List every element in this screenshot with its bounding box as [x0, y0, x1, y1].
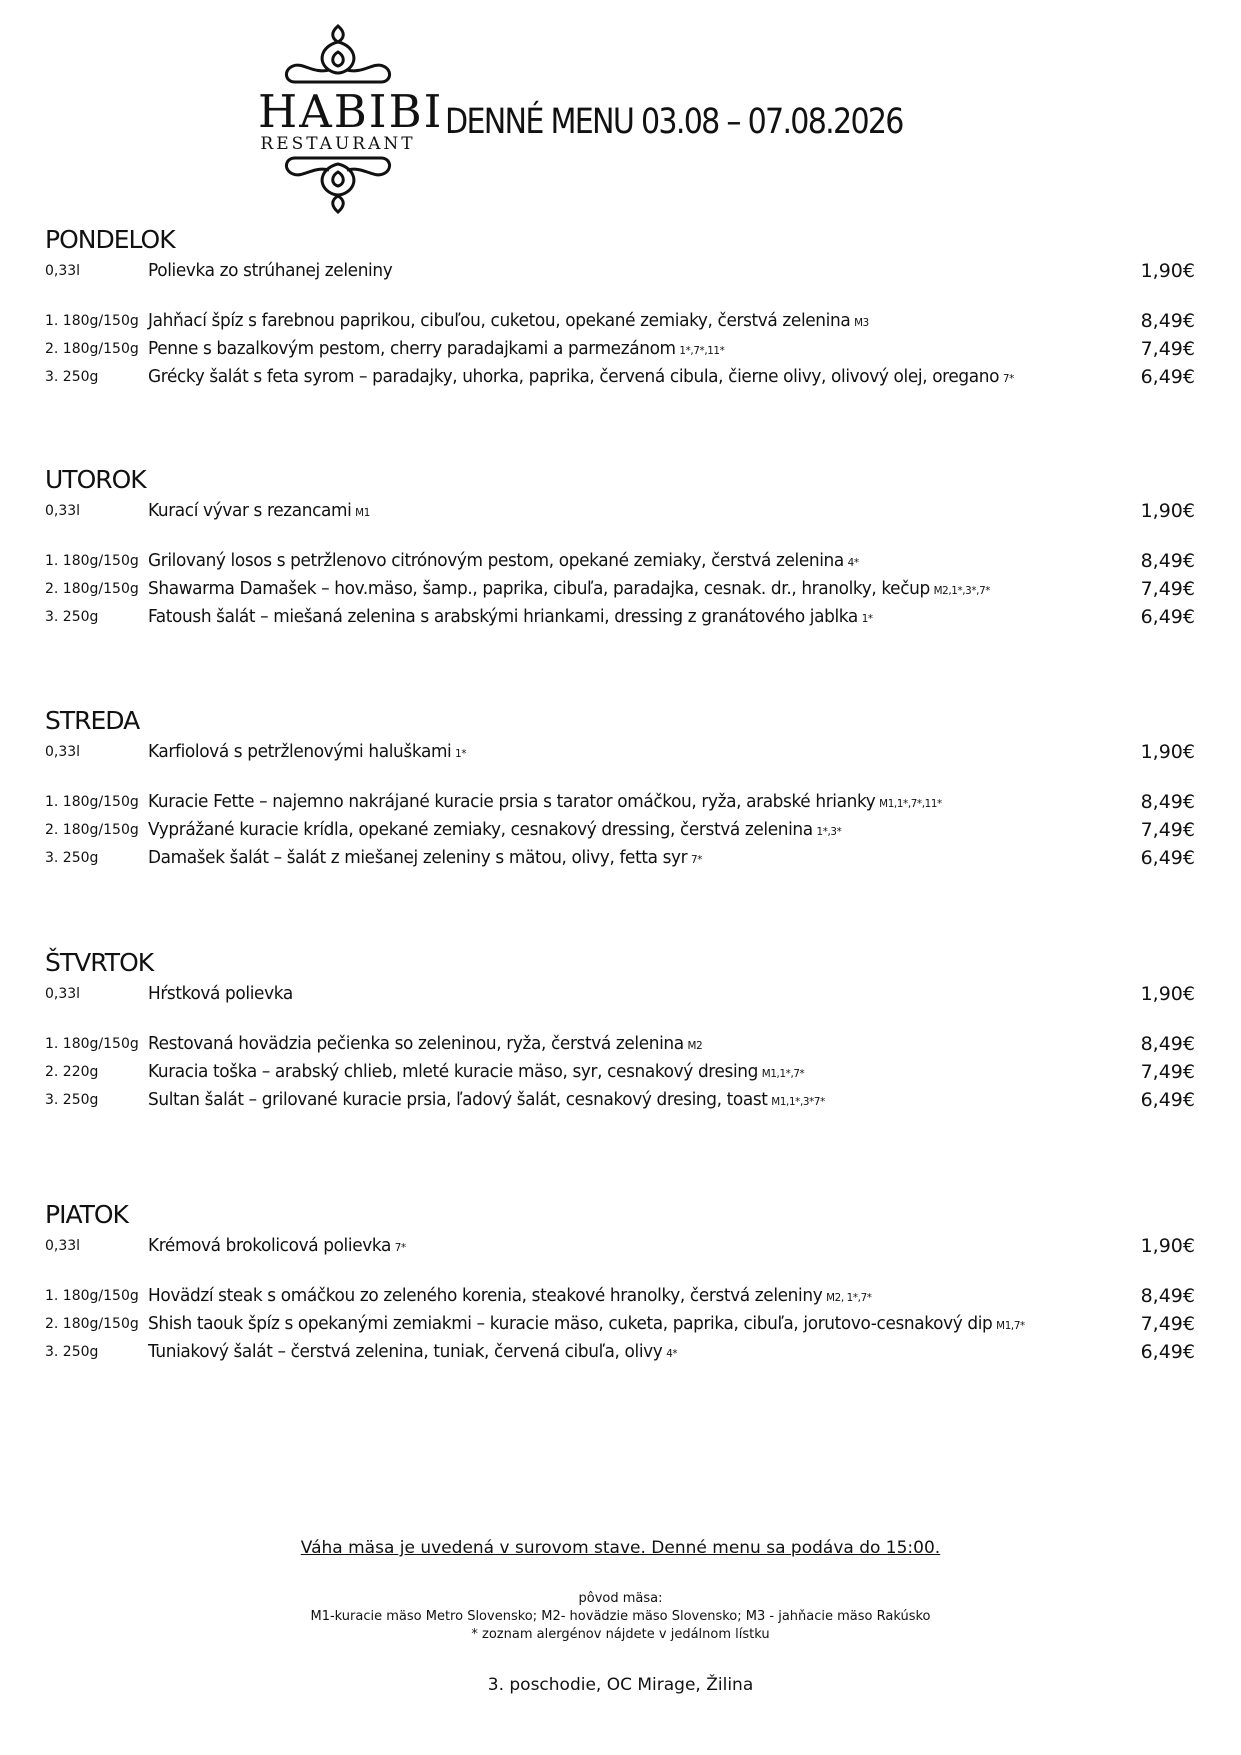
item-allergens: M2, 1*,7*	[826, 1291, 872, 1304]
item-name-wrap	[148, 575, 990, 605]
item-allergens: 7*	[394, 1241, 406, 1254]
meal-row	[45, 603, 1195, 631]
logo-subtitle: RESTAURANT	[260, 134, 416, 154]
item-allergens: M2	[687, 1039, 703, 1052]
origin-title: pôvod mäsa:	[578, 1591, 663, 1606]
item-name: Kurací vývar s rezancami	[148, 500, 352, 521]
item-size: 0,33l	[45, 986, 81, 1002]
soup-row	[45, 257, 1195, 285]
meal-row	[45, 788, 1195, 816]
item-name-wrap	[148, 335, 724, 365]
item-size: 3. 250g	[45, 1092, 99, 1108]
item-size: 0,33l	[45, 263, 81, 279]
origin-text: M1-kuracie mäso Metro Slovensko; M2- hovädzie mäso Slovensko; M3 - jahňacie mäso Rakúsko	[310, 1609, 931, 1624]
day-heading: PIATOK	[45, 1200, 128, 1229]
item-allergens: 1*,7*,11*	[679, 344, 725, 357]
item-allergens: 4*	[847, 556, 859, 569]
item-name: Grilovaný losos s petržlenovo citrónovým pestom, opekané zemiaky, čerstvá zelenina	[148, 550, 844, 571]
item-name-wrap	[148, 1086, 825, 1116]
item-size: 3. 250g	[45, 850, 99, 866]
meal-row	[45, 844, 1195, 872]
item-allergens: M1	[355, 506, 370, 519]
item-size: 2. 180g/150g	[45, 1316, 139, 1332]
meal-row	[45, 547, 1195, 575]
day-section	[45, 1200, 1195, 1366]
logo-name: HABIBI	[258, 85, 444, 138]
day-section	[45, 706, 1195, 872]
item-name-wrap	[148, 603, 873, 633]
meal-row	[45, 363, 1195, 391]
meal-row	[45, 1310, 1195, 1338]
item-name-wrap	[148, 497, 370, 527]
item-name-wrap	[148, 844, 702, 874]
meal-row	[45, 816, 1195, 844]
item-size: 0,33l	[45, 1238, 81, 1254]
item-price: 6,49€	[1140, 606, 1195, 628]
weight-note: Váha mäsa je uvedená v surovom stave. Denné menu sa podáva do 15:00.	[300, 1538, 941, 1558]
item-size: 0,33l	[45, 744, 81, 760]
item-price: 7,49€	[1140, 338, 1195, 360]
item-price: 6,49€	[1140, 366, 1195, 388]
item-size: 2. 220g	[45, 1064, 99, 1080]
item-price: 8,49€	[1140, 310, 1195, 332]
item-name: Kuracia toška – arabský chlieb, mleté kuracie mäso, syr, cesnakový dresing	[148, 1061, 759, 1082]
item-name-wrap	[148, 1232, 406, 1262]
item-allergens: M2,1*,3*,7*	[933, 584, 991, 597]
page-title: DENNÉ MENU 03.08 – 07.08.2026	[445, 102, 903, 142]
item-price: 8,49€	[1140, 1285, 1195, 1307]
item-price: 8,49€	[1140, 1033, 1195, 1055]
meal-row	[45, 1086, 1195, 1114]
item-name: Sultan šalát – grilované kuracie prsia, ľadový šalát, cesnakový dresing, toast	[148, 1089, 768, 1110]
meal-row	[45, 1282, 1195, 1310]
item-price: 6,49€	[1140, 847, 1195, 869]
meal-row	[45, 1030, 1195, 1058]
item-price: 1,90€	[1140, 983, 1195, 1005]
item-size: 1. 180g/150g	[45, 794, 139, 810]
day-section	[45, 948, 1195, 1114]
item-size: 2. 180g/150g	[45, 822, 139, 838]
item-price: 7,49€	[1140, 1061, 1195, 1083]
item-name-wrap	[148, 980, 293, 1008]
item-name-wrap	[148, 1310, 1025, 1340]
meal-row	[45, 307, 1195, 335]
meal-row	[45, 1338, 1195, 1366]
item-size: 3. 250g	[45, 1344, 99, 1360]
item-price: 1,90€	[1140, 741, 1195, 763]
item-price: 8,49€	[1140, 791, 1195, 813]
item-price: 1,90€	[1140, 260, 1195, 282]
day-section	[45, 225, 1195, 391]
item-name: Krémová brokolicová polievka	[148, 1235, 391, 1256]
item-price: 7,49€	[1140, 578, 1195, 600]
item-size: 1. 180g/150g	[45, 553, 139, 569]
day-heading: PONDELOK	[45, 225, 175, 254]
item-allergens: M1,1*,7*	[761, 1067, 805, 1080]
item-allergens: 1*	[861, 612, 873, 625]
item-name: Vyprážané kuracie krídla, opekané zemiaky, cesnakový dressing, čerstvá zelenina	[148, 819, 813, 840]
item-allergens: 1*,3*	[816, 825, 842, 838]
soup-row	[45, 1232, 1195, 1260]
address: 3. poschodie, OC Mirage, Žilina	[487, 1675, 754, 1695]
item-name: Kuracie Fette – najemno nakrájané kuracie prsia s tarator omáčkou, ryža, arabské hrianky	[148, 791, 876, 812]
item-size: 1. 180g/150g	[45, 1036, 139, 1052]
item-size: 3. 250g	[45, 609, 99, 625]
item-name-wrap	[148, 788, 942, 818]
item-name-wrap	[148, 738, 466, 768]
item-name-wrap	[148, 257, 392, 285]
day-heading: ŠTVRTOK	[45, 948, 154, 977]
item-name: Polievka zo strúhanej zeleniny	[148, 260, 393, 281]
item-size: 1. 180g/150g	[45, 1288, 139, 1304]
item-size: 1. 180g/150g	[45, 313, 139, 329]
item-price: 6,49€	[1140, 1341, 1195, 1363]
item-name: Tuniakový šalát – čerstvá zelenina, tuniak, červená cibuľa, olivy	[148, 1341, 663, 1362]
item-name: Hovädzí steak s omáčkou zo zeleného korenia, steakové hranolky, čerstvá zeleniny	[148, 1285, 823, 1306]
ornament-bottom-icon	[273, 154, 403, 214]
soup-row	[45, 497, 1195, 525]
item-allergens: M3	[854, 316, 869, 329]
day-heading: STREDA	[45, 706, 140, 735]
item-name-wrap	[148, 363, 1014, 393]
restaurant-logo	[258, 22, 444, 218]
item-size: 2. 180g/150g	[45, 581, 139, 597]
item-allergens: 4*	[666, 1347, 678, 1360]
item-size: 3. 250g	[45, 369, 99, 385]
item-name: Hŕstková polievka	[148, 983, 293, 1004]
item-name: Shawarma Damašek – hov.mäso, šamp., paprika, cibuľa, paradajka, cesnak. dr., hranolky, kečup	[148, 578, 930, 599]
item-name-wrap	[148, 307, 869, 337]
item-name: Restovaná hovädzia pečienka so zeleninou, ryža, čerstvá zelenina	[148, 1033, 684, 1054]
item-name-wrap	[148, 547, 859, 577]
meal-row	[45, 575, 1195, 603]
soup-row	[45, 980, 1195, 1008]
day-heading: UTOROK	[45, 465, 146, 494]
item-price: 8,49€	[1140, 550, 1195, 572]
item-size: 2. 180g/150g	[45, 341, 139, 357]
item-price: 7,49€	[1140, 819, 1195, 841]
item-name: Fatoush šalát – miešaná zelenina s arabskými hriankami, dressing z granátového jablka	[148, 606, 858, 627]
item-name-wrap	[148, 1282, 872, 1312]
item-price: 1,90€	[1140, 500, 1195, 522]
item-name-wrap	[148, 816, 841, 846]
soup-row	[45, 738, 1195, 766]
item-name-wrap	[148, 1338, 677, 1368]
item-name: Penne s bazalkovým pestom, cherry paradajkami a parmezánom	[148, 338, 676, 359]
item-name-wrap	[148, 1058, 804, 1088]
item-size: 0,33l	[45, 503, 81, 519]
meal-row	[45, 1058, 1195, 1086]
item-name-wrap	[148, 1030, 702, 1060]
ornament-top-icon	[273, 22, 403, 88]
item-allergens: M1,7*	[996, 1319, 1025, 1332]
item-name: Karfiolová s petržlenovými haluškami	[148, 741, 452, 762]
item-name: Grécky šalát s feta syrom – paradajky, uhorka, paprika, červená cibula, čierne olivy, olivový olej, oregano	[148, 366, 1000, 387]
item-price: 7,49€	[1140, 1313, 1195, 1335]
item-allergens: M1,1*,7*,11*	[879, 797, 942, 810]
day-section	[45, 465, 1195, 631]
allergen-note: * zoznam alergénov nájdete v jedálnom lístku	[471, 1627, 770, 1642]
item-name: Damašek šalát – šalát z miešanej zeleniny s mätou, olivy, fetta syr	[148, 847, 688, 868]
item-allergens: M1,1*,3*7*	[771, 1095, 825, 1108]
item-name: Jahňací špíz s farebnou paprikou, cibuľou, cuketou, opekané zemiaky, čerstvá zelenina	[148, 310, 851, 331]
item-price: 6,49€	[1140, 1089, 1195, 1111]
item-name: Shish taouk špíz s opekanými zemiakmi – kuracie mäso, cuketa, paprika, cibuľa, jorutovo-cesnakový dip	[148, 1313, 993, 1334]
item-allergens: 1*	[455, 747, 467, 760]
item-price: 1,90€	[1140, 1235, 1195, 1257]
meat-origin	[0, 1590, 1241, 1644]
item-allergens: 7*	[690, 853, 702, 866]
item-allergens: 7*	[1002, 372, 1014, 385]
meal-row	[45, 335, 1195, 363]
